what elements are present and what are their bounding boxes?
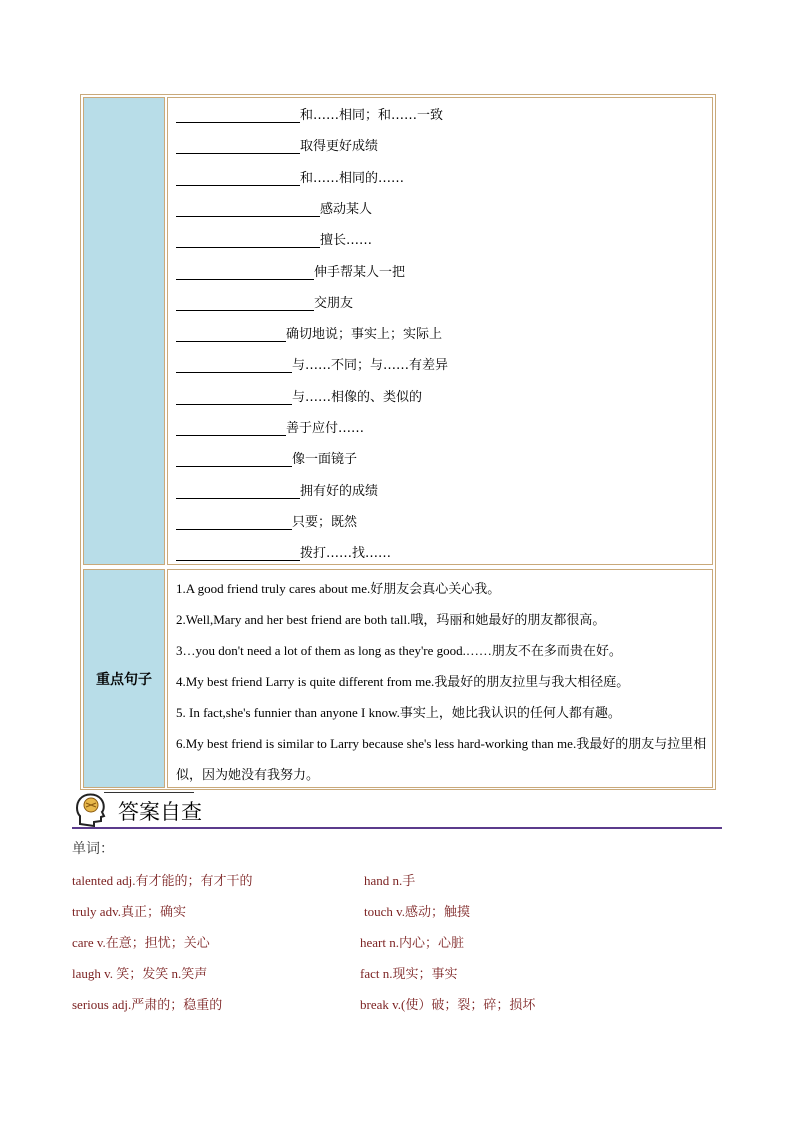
phrase-item: [176, 447, 357, 467]
phrase-meaning: 像一面镜子: [292, 452, 358, 468]
key-sentence: 6.My best friend is similar to Larry because she's less hard-working than me.我最好的朋友与拉里相似，因为她没有我努力。: [176, 736, 707, 782]
phrase-item: [176, 353, 448, 373]
key-sentences-row: [81, 568, 715, 789]
phrase-meaning: 拥有好的成绩: [300, 483, 379, 499]
fill-in-blank[interactable]: [176, 356, 292, 373]
vocab-entry: break v.(使）破；裂；碎；损坏: [360, 997, 536, 1012]
fill-in-blank[interactable]: [176, 263, 314, 280]
header-top-line: [104, 792, 194, 793]
phrase-item: [176, 291, 353, 311]
phrase-item: [176, 479, 378, 499]
phrase-item: [176, 134, 378, 154]
phrase-meaning: 和……相同；和……一致: [300, 108, 444, 123]
answer-check-title: 答案自查: [118, 800, 202, 824]
key-sentence: 1.A good friend truly cares about me.好朋友会真心关心我。: [176, 581, 501, 596]
fill-in-blank[interactable]: [176, 544, 300, 561]
phrase-meaning: 取得更好成绩: [300, 139, 379, 155]
phrases-label-cell: [83, 97, 165, 565]
phrase-item: [176, 416, 364, 436]
key-sentence: 5. In fact,she's funnier than anyone I know.事实上，她比我认识的任何人都有趣。: [176, 705, 621, 720]
phrase-meaning: 和……相同的……: [300, 170, 405, 186]
vocab-entry: talented adj.有才能的；有才干的: [72, 873, 253, 888]
fill-in-blank[interactable]: [176, 482, 300, 499]
phrase-meaning: 与……不同；与……有差异: [292, 358, 449, 374]
phrase-item: [176, 197, 372, 217]
vocab-entry: touch v.感动；触摸: [364, 904, 471, 919]
phrases-row: [81, 95, 715, 567]
phrases-cell: [167, 97, 713, 565]
fill-in-blank[interactable]: [176, 200, 320, 217]
fill-in-blank[interactable]: [176, 231, 320, 248]
fill-in-blank[interactable]: [176, 137, 300, 154]
phrase-item: [176, 385, 422, 405]
vocab-entry: hand n.手: [364, 873, 416, 888]
vocab-section-label: 单词：: [72, 841, 114, 857]
fill-in-blank[interactable]: [176, 106, 300, 123]
fill-in-blank[interactable]: [176, 294, 314, 311]
phrase-meaning: 确切地说；事实上；实际上: [286, 327, 443, 343]
phrase-meaning: 擅长……: [320, 233, 373, 249]
phrase-meaning: 伸手帮某人一把: [314, 264, 406, 280]
vocab-entry: care v.在意；担忧；关心: [72, 935, 210, 950]
vocab-entry: laugh v. 笑；发笑 n.笑声: [72, 966, 208, 981]
key-sentences-label: 重点句子: [96, 671, 152, 688]
key-sentences-label-cell: [83, 569, 165, 788]
phrase-meaning: 与……相像的、类似的: [292, 389, 423, 405]
key-sentences-text: [176, 573, 708, 790]
fill-in-blank[interactable]: [176, 513, 292, 530]
phrase-meaning: 善于应付……: [286, 421, 365, 436]
answer-check-header: [72, 790, 722, 830]
phrase-meaning: 只要；既然: [292, 514, 358, 530]
vocab-entry: serious adj.严肃的；稳重的: [72, 997, 223, 1012]
fill-in-blank[interactable]: [176, 450, 292, 467]
fill-in-blank[interactable]: [176, 388, 292, 405]
key-sentence: 4.My best friend Larry is quite different from me.我最好的朋友拉里与我大相径庭。: [176, 674, 630, 689]
phrase-item: [176, 166, 404, 186]
vocab-entry: truly adv.真正；确实: [72, 904, 186, 919]
key-sentence: 2.Well,Mary and her best friend are both tall.哦，玛丽和她最好的朋友都很高。: [176, 612, 606, 627]
fill-in-blank[interactable]: [176, 325, 286, 342]
header-rule: [72, 827, 722, 829]
key-sentence: 3…you don't need a lot of them as long as they're good.……朋友不在多而贵在好。: [176, 643, 622, 658]
vocab-entry: fact n.现实；事实: [360, 966, 458, 981]
fill-in-blank[interactable]: [176, 419, 286, 436]
phrase-item: [176, 103, 443, 123]
phrase-item: [176, 322, 442, 342]
phrase-meaning: 感动某人: [320, 201, 373, 217]
phrase-meaning: 拨打……找……: [300, 546, 392, 562]
fill-in-blank[interactable]: [176, 169, 300, 186]
head-thinking-icon: [74, 790, 108, 828]
phrase-item: [176, 260, 405, 280]
phrase-item: [176, 228, 372, 248]
phrase-item: [176, 510, 357, 530]
study-table: [80, 94, 716, 790]
phrase-item: [176, 541, 391, 561]
key-sentences-cell: [167, 569, 713, 788]
phrase-meaning: 交朋友: [314, 295, 354, 311]
vocab-entry: heart n.内心；心脏: [360, 935, 464, 950]
